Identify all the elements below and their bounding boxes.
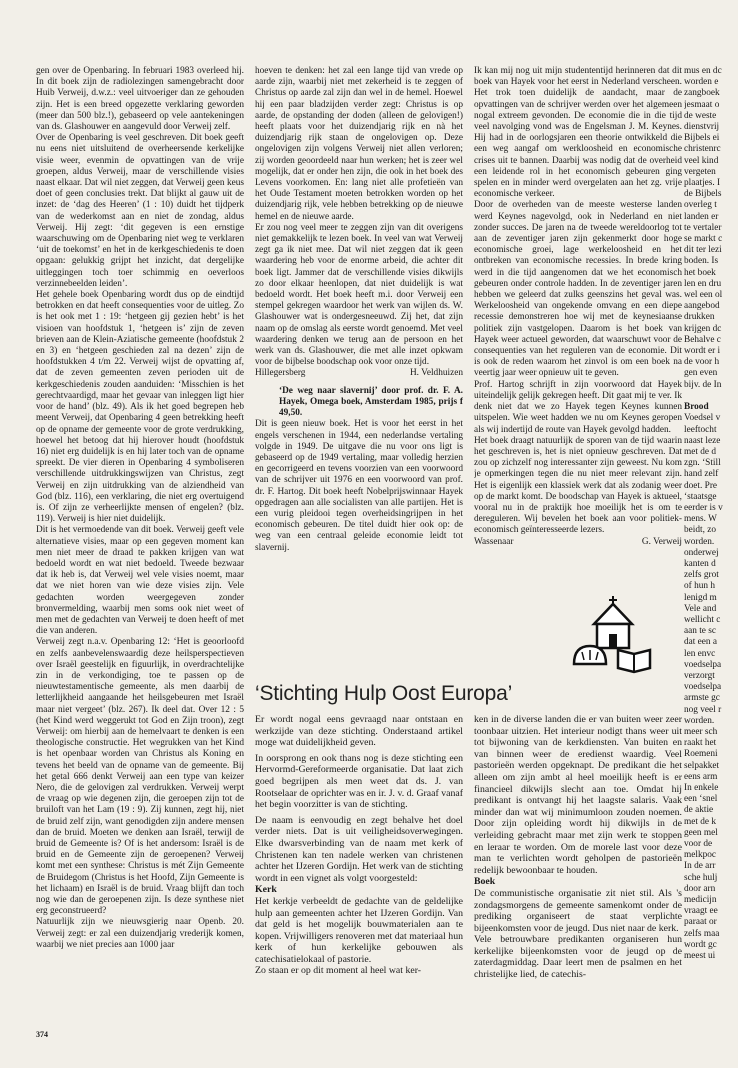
cropped-line: eerder is v <box>684 502 723 513</box>
cropped-line: worden. <box>684 715 715 726</box>
column-6 <box>474 714 682 1014</box>
cropped-line: onderwej <box>684 547 719 558</box>
cropped-line: Roemeni <box>684 749 718 760</box>
paragraph: De communistische organisatie zit niet stil. Als 's zondagsmorgens de gemeente samenkomt onder de prediking organiseert de staat verplichte bijeenkomsten voor de jeugd. Dus niet naar de kerk. <box>474 887 682 934</box>
cropped-line: se markt c <box>684 234 723 245</box>
paragraph: Vele betrouwbare predikanten organiseren hun kerkelijke bijeenkomsten voor de jeugd op de zaterdagmiddag. Daar leert men de psalmen en het christelijke lied, de catechis- <box>474 934 682 981</box>
cropped-line: Behalve c <box>684 334 721 345</box>
cropped-line: geen mel <box>684 827 718 838</box>
paragraph: Verweij zegt n.a.v. Openbaring 12: ‘Het is geoorloofd en zelfs aanbevelenswaardig deze heilsperspectieven over Israël geestelijk en figuurlijk, in overdrachtelijke zin in de verkondiging, toe te passen op de nieuwtestamentische gemeente, als men daarbij de letterlijkheid aangaande het heilsgebeuren met Israël maar niet vergeet’ (blz. 267). Ik deel dat. Over 12 : 5 (het Kind werd weggerukt tot God en Zijn troon), zegt Verweij: om hierbij aan de hemelvaart te denken is een theologische constructie. Het wegrukken van het Kind is het openbaar worden van Christus als Koning en tevens het beeld van de opname van de gemeente. Bij het getal 666 denkt Verweij aan een type van keizer Nero, die de gelovigen zal verdrukken. Verweij werpt de vraag op wie degenen zijn, die geroepen zijn tot de bruiloft van het Lam (19 : 9). Zij kunnen, zegt hij, niet de bruid zelf zijn, want genodigden zijn andere mensen dan de bruid. Moeten we denken aan Israël, terwijl de bruid de Gemeente is? Of is het andersom: Israël is de bruid en de Gemeente zijn de geroepenen? Verweij komt met een synthese: Christus is mét Zijn Gemeente de Bruidegom (Christus is het Hoofd, Zijn Gemeente is het lichaam) en Israël is de bruid. Vraag blijft dan toch nog wie dan de geroepenen zijn. Is deze synthese niet erg geconstrueerd? <box>36 637 244 917</box>
cropped-line: selpakket <box>684 760 720 771</box>
cropped-line: bijv. de In <box>684 379 722 390</box>
article-headline: ‘Stichting Hulp Oost Europa’ <box>255 682 513 705</box>
signature-veldhuizen <box>255 368 463 379</box>
cropped-line: met de k <box>684 816 717 827</box>
cropped-line: wellicht c <box>684 614 721 625</box>
signature-place: Hillegersberg <box>255 368 306 379</box>
paragraph: Natuurlijk zijn we nieuwsgierig naar Openb. 20. Verweij zegt: er zal een duizendjarig vrederijk komen, waarbij we niet precies aan 1000 jaar <box>36 917 244 950</box>
paragraph: In oorsprong en ook thans nog is deze stichting een Hervormd-Gereformeerde organisatie. Dat laat zich goed begrijpen als men weet dat ds. J. van Rootselaar de oprichter was en ir. J. v. d. Graaf vanaf het begin voorzitter is van de stichting. <box>255 752 463 811</box>
cropped-line: voor de <box>684 839 713 850</box>
cropped-line: beidt, zo <box>684 525 717 536</box>
cropped-line: meest ui <box>684 951 716 962</box>
column-4-cropped <box>684 66 738 1012</box>
cropped-line: In de arr <box>684 861 716 872</box>
cropped-line: veel kind <box>684 155 719 166</box>
cropped-line: kanten d <box>684 558 716 569</box>
cropped-line: door arn <box>684 883 716 894</box>
cropped-line: naast leze <box>684 435 721 446</box>
cropped-line: de voor h <box>684 357 720 368</box>
cropped-line: lenigd m <box>684 592 717 603</box>
cropped-line: aan te sc <box>684 626 717 637</box>
paragraph: Over de Openbaring is veel geschreven. Dit boek geeft nu eens niet uitsluitend de overheersende kerkelijke visie weer, evenmin de opvattingen van de vrije groepen, aldus Verweij, maar de verschillende visies naast elkaar. Dat wil niet zeggen, dat Verweij geen keus doet of geen conclusies trekt. Dat blijkt al gauw uit de inzet: de ‘dag des Heeren’ (1 : 10) duidt het tijdperk van de wederkomst aan en niet de zondag, aldus Verweij. Hij zegt: ‘dit gegeven is een ernstige waarschuwing om de Openbaring niet weg te verklaren ‘uit de toekomst’ en het in de kerkgeschiedenis te doen opgaan: gelukkig grijpt het inzicht, dat dergelijke uitleggingen toch toer schimmig en oeverloos verzinnebeelden leiden’. <box>36 133 244 289</box>
cropped-line: voedselpa <box>684 682 722 693</box>
cropped-line: melkpoc <box>684 850 717 861</box>
cropped-line: wel een ol <box>684 290 723 301</box>
column-5 <box>255 714 463 1014</box>
paragraph: gen over de Openbaring. In februari 1983 overleed hij. In dit boek zijn de radiolezingen samengebracht door Huib Verweij, d.w.z.: veel uitvoeriger dan ze gehouden zijn. Het is een breed opgezette verklaring geworden (meer dan 500 blz.!), gebaseerd op vele aantekeningen van ds. Glashouwer en aangevuld door Verweij zelf. <box>36 66 244 133</box>
paragraph: hoeven te denken: het zal een lange tijd van vrede op aarde zijn, waarbij niet met zekerheid is te zeggen of Christus op aarde zal zijn dan wel in de hemel. Hoewel hij een paar bladzijden verder zegt: Christus is op aarde, de opstanding der doden (alleen de gelovigen!) heeft plaats voor het duizendjarig rijk en nà het duizendjarig rijk staan de ongelovigen op. Deze ongelovigen zijn volgens Verweij niet allen verloren; zij worden geoordeeld naar hun werken; het is zeer wel mogelijk, dat er onder hen zijn, die ook in het boek des Levens voorkomen. En: lang niet alle profetieën van het Oude Testament moeten betrokken worden op het duizendjarig rijk, vele hebben betrekking op de nieuwe hemel en de nieuwe aarde. <box>255 66 463 222</box>
cropped-line: ‘staatsge <box>684 491 717 502</box>
cropped-line: jesmaat o <box>684 99 720 110</box>
cropped-line: christenrc <box>684 144 721 155</box>
cropped-line: worden. <box>684 536 715 547</box>
paragraph: Het gehele boek Openbaring wordt dus op de eindtijd betrokken en dat heeft consequenties voor de uitleg. Zo is het ook met 1 : 19: ‘hetgeen gij gezien hebt’ is het visioen van hoofdstuk 1, ‘hetgeen is’ zijn de zeven brieven aan de Klein-Aziatische gemeente (hoofdstuk 2 en 3) en ‘hetgeen geschieden zal na dezen’ zijn de hoofdstukken 4 t/m 22. Verweij wijst de opvatting af, dat de zeven gemeenten zeven perioden uit de kerkgeschiedenis zouden aanduiden: ‘Misschien is het gerechtvaardigd, maar het gevaar van inleggen ligt hier voor de hand’ (blz. 49). Als ik het goed begrepen heb meent Verweij, dat Openbaring 4 geen betrekking heeft op de opname der gemeente voor de grote verdrukking, hoewel het betoog dat hij hierover houdt (hoofdstuk 16) niet erg duidelijk is en hij later toch van de opname spreekt. De vier dieren in Openbaring 4 symboliseren verschillende uitdrukkingswijzen van Christus, zegt Verweij en zijn uitdrukking van de alziendheid van God (blz. 116), een verklaring, die niet erg overtuigend is. Of zijn ze verheerlijkte mensen of engelen? (blz. 119). Verweij is hier niet duidelijk. <box>36 290 244 525</box>
cropped-line: hand zelf <box>684 469 719 480</box>
cropped-line: aangebod <box>684 301 720 312</box>
cropped-line: medicijn <box>684 895 717 906</box>
paragraph: Het kerkje verbeeldt de gedachte van de geldelijke hulp aan gemeenten achter het IJzeren Gordijn. Van dat geld is het mogelijk bouwmaterialen aan te kopen. Vrijwilligers renoveren met dat materiaal hun kerk of hun kerkelijke gebouwen als catechisatielokaal of pastorie. <box>255 895 463 965</box>
cropped-line: zelfs grot <box>684 570 719 581</box>
cropped-line: Voedsel v <box>684 413 721 424</box>
cropped-line: armste gc <box>684 693 720 704</box>
cropped-line: nog veel r <box>684 704 722 715</box>
cropped-line: boden. Is <box>684 256 719 267</box>
signature-name: H. Veldhuizen <box>409 368 463 379</box>
paragraph: ken in de diverse landen die er van buiten weer zeer toonbaar uitzien. Het interieur nodigt thans weer uit tot bijwoning van de kerkdiensten. Van buiten en van binnen weer de eredienst waardig. Veel pastorieën werden opgeknapt. De predikant die het alleen om zijn ambt al heel moeilijk heeft is er financieel dikwijls slecht aan toe. Omdat hij predikant is ontvangt hij het laagste salaris. Vaak minder dan wat wij minimumloon zouden noemen. Door zijn opleiding wordt hij dikwijls in de verleiding gebracht maar met zijn werk te stoppen en leraar te worden. Om de morele last voor deze man te verlichten wordt geholpen de pastorieën redelijk bewoonbaar te houden. <box>474 714 682 876</box>
cropped-line: zelfs maa <box>684 928 720 939</box>
cropped-line <box>684 391 738 402</box>
paragraph: Er wordt nogal eens gevraagd naar ontstaan en werkzijde van deze stichting. Onderstaand artikel moge wat duidelijkheid geven. <box>255 714 463 749</box>
cropped-line: voedselpa <box>684 659 722 670</box>
cropped-line: Bijbels ei <box>684 133 720 144</box>
church-bread-book-logo-icon <box>570 594 656 674</box>
page-number: 374 <box>36 1030 48 1039</box>
cropped-line: leeftocht <box>684 424 717 435</box>
cropped-line: krijgen dc <box>684 323 722 334</box>
cropped-line: len en dru <box>684 278 722 289</box>
cropped-line: paraat or <box>684 917 717 928</box>
cropped-line: meer sch <box>684 726 718 737</box>
cropped-line: zgn. ‘Still <box>684 458 721 469</box>
cropped-line: len envc <box>684 648 716 659</box>
cropped-line: mus en dc <box>684 66 722 76</box>
paragraph: Door de overheden van de meeste westerse landen werd Keynes nagevolgd, ook in Nederland en niet zonder succes. De jaren na de tweede wereldoorlog tot aan de zeventiger jaren zijn gekenmerkt door hoge economische groei, lage werkeloosheid en het ontbreken van economische recessies. In brede kring werd in die tijd aangenomen dat we het economisch gebeuren onder controle hadden. In de zeventiger jaren hebben we geleerd dat zulks geenszins het geval was. Werkeloosheid van ongekende omvang en een diepe recessie demonstreren hoe wij met de keynesiaanse politiek zijn vastgelopen. Daarom is het boek van Hayek weer actueel geworden, dat waarschuwt voor de consequenties van het reguleren van de economie. Dit is ook de reden waarom het zinvol is om een boek na veertig jaar weer opnieuw uit te geven. <box>474 200 682 379</box>
cropped-line: mens. W <box>684 514 717 525</box>
cropped-line: dienstvrij <box>684 122 720 133</box>
cropped-line: raakt het <box>684 738 717 749</box>
cropped-line: te vertaler <box>684 222 722 233</box>
signature-name: G. Verweij <box>641 536 682 547</box>
column-1 <box>36 66 244 1012</box>
paragraph: De naam is eenvoudig en zegt behalve het doel verder niets. Dat is uit veiligheidsoverwegingen. Elke dwarsverbinding van de naam met kerk of Christenen kan ten nadele werken van christenen achter het IJzeren Gordijn. Het werk van de stichting wordt in een vignet als volgt voorgesteld: <box>255 814 463 884</box>
paragraph: Het boek draagt natuurlijk de sporen van de tijd waarin het geschreven is, het is niet opnieuw geschreven. Dat zou op zichzelf nog interessanter zijn geweest. Nu kom je opmerkingen tegen die nu niet meer relevant zijn. Het is eigenlijk een klassiek werk dat als zodanig weer op de markt komt. De boodschap van Hayek is aktueel, vooral nu in de praktijk hoe moeilijk het is om te dereguleren. Wij bevelen het boek aan voor politiek-economisch geïnteresseerde lezers. <box>474 435 682 536</box>
cropped-line: het boek <box>684 267 716 278</box>
paragraph: Dit is geen nieuw boek. Het is voor het eerst in het engels verschenen in 1944, een nederlandse vertaling volgde in 1949. De uitgave die nu voor ons ligt is gebaseerd op de 1949 vertaling, maar volledig herzien en gecorrigeerd en tevens voorzien van een voorwoord van de schrijver uit 1976 en een voorwoord van prof. dr. F. Hartog. Dit boek heeft Nobelprijswinnaar Hayek opgedragen aan alle socialisten van alle partijen. Het is een vurig pleidooi tegen overheidsingrijpen in het economisch gebeuren. De titel duidt hier ook op: de weg van een centraal geleide economie leidt tot slavernij. <box>255 419 463 553</box>
cropped-line: dit ter lezi <box>684 245 722 256</box>
cropped-line: de weste <box>684 110 717 121</box>
subheading-brood: Brood <box>684 402 709 413</box>
paragraph: Prof. Hartog schrijft in zijn voorwoord dat Hayek uiteindelijk gelijk gekregen heeft. Dit gaat mij te ver. Ik denk niet dat we zo Hayek tegen Keynes kunnen uitspelen. Wie weet hadden we nu om Keynes geropen als wij indertijd de route van Hayek gevolgd hadden. <box>474 379 682 435</box>
cropped-line: dat een a <box>684 637 718 648</box>
cropped-line: de Bijbels <box>684 189 722 200</box>
signature-place: Wassenaar <box>474 536 514 547</box>
paragraph: Er zou nog veel meer te zeggen zijn van dit overigens niet gemakkelijk te lezen boek. In veel van wat Verweij zegt ga ik niet mee. Dat wil niet zeggen dat ik geen waardering heb voor de enorme arbeid, die achter dit boek ligt. Jammer dat de verschillende visies dikwijls zo door elkaar heenlopen, dat niet duidelijk is wat bedoeld wordt. Het boek heeft m.i. door Verweij een stempel gekregen waardoor het werk van wijlen ds. W. Glashouwer wat is ondergesneeuwd. Zij het, dat zijn naam op de omslag als eerste wordt genoemd. Met veel waardering denken we terug aan de persoon en het werk van ds. Glashouwer, die met alle inzet opkwam voor de bijbelse boodschap ook voor onze tijd. <box>255 222 463 368</box>
subheading-kerk: Kerk <box>255 884 277 896</box>
cropped-line: of hun h <box>684 581 715 592</box>
cropped-line: eens arm <box>684 771 718 782</box>
cropped-line: worden e <box>684 77 719 88</box>
cropped-line: vergeten <box>684 166 716 177</box>
cropped-line: drukken <box>684 312 715 323</box>
cropped-line: plaatjes. I <box>684 178 721 189</box>
cropped-line: vraagt ee <box>684 906 718 917</box>
signature-verweij <box>474 537 682 548</box>
cropped-line: verzorgt <box>684 670 715 681</box>
column-2 <box>255 66 463 636</box>
cropped-line: overleg t <box>684 200 717 211</box>
cropped-line: doet. Pre <box>684 480 718 491</box>
cropped-line: wordt er i <box>684 346 721 357</box>
subheading-boek: Boek <box>474 876 496 888</box>
cropped-line: wordt gc <box>684 939 717 950</box>
cropped-line: zangboek <box>684 88 720 99</box>
cropped-line: een ‘snel <box>684 794 718 805</box>
cropped-line: de aktie <box>684 805 714 816</box>
cropped-line: met de d <box>684 446 717 457</box>
cropped-line: gen even <box>684 368 718 379</box>
cropped-line: landen er <box>684 211 719 222</box>
paragraph: Zo staan er op dit moment al heel wat ker- <box>255 965 422 977</box>
cropped-line: sche hulj <box>684 872 718 883</box>
column-3 <box>474 66 682 591</box>
paragraph: Dit is het vermoedende van dit boek. Verweij geeft vele alternatieve visies, maar op een gegeven moment kan men niet meer de draad te pakken krijgen van wat bedoeld wordt en wat niet bedoeld. Tweede bezwaar dat ik heb is, dat Verweij wel vele visies noemt, maar dat we niet horen van wie deze visies zijn. Vele gedachten worden weergegeven zonder bronvermelding, waarbij men soms ook niet weet of men met de gedachten van Verweij te doen heeft of met die van anderen. <box>36 525 244 637</box>
cropped-line: In enkele <box>684 783 719 793</box>
cropped-line: Vele and <box>684 603 717 614</box>
paragraph: Ik kan mij nog uit mijn studententijd herinneren dat dit boek van Hayek voor het eerst in Nederland verscheen. Het trok toen duidelijk de aandacht, maar de opvattingen van de schrijver werden over het algemeen nogal extreem gevonden. De economie die in die tijd veel navolging vond was de Engelsman J. M. Keynes. Hij had in de oorlogsjaren een theorie ontwikkeld die een weg aangaf om werkloosheid en economische crises uit te bannen. Daarbij was nodig dat de overheid een leidende rol in het economisch gebeuren ging spelen en in minder werd overgelaten aan het zg. vrije economische verkeer. <box>474 66 682 200</box>
review-heading: ‘De weg naar slavernij’ door prof. dr. F. A. Hayek, Omega boek, Amsterdam 1985, prijs f 49,50. <box>279 385 463 419</box>
